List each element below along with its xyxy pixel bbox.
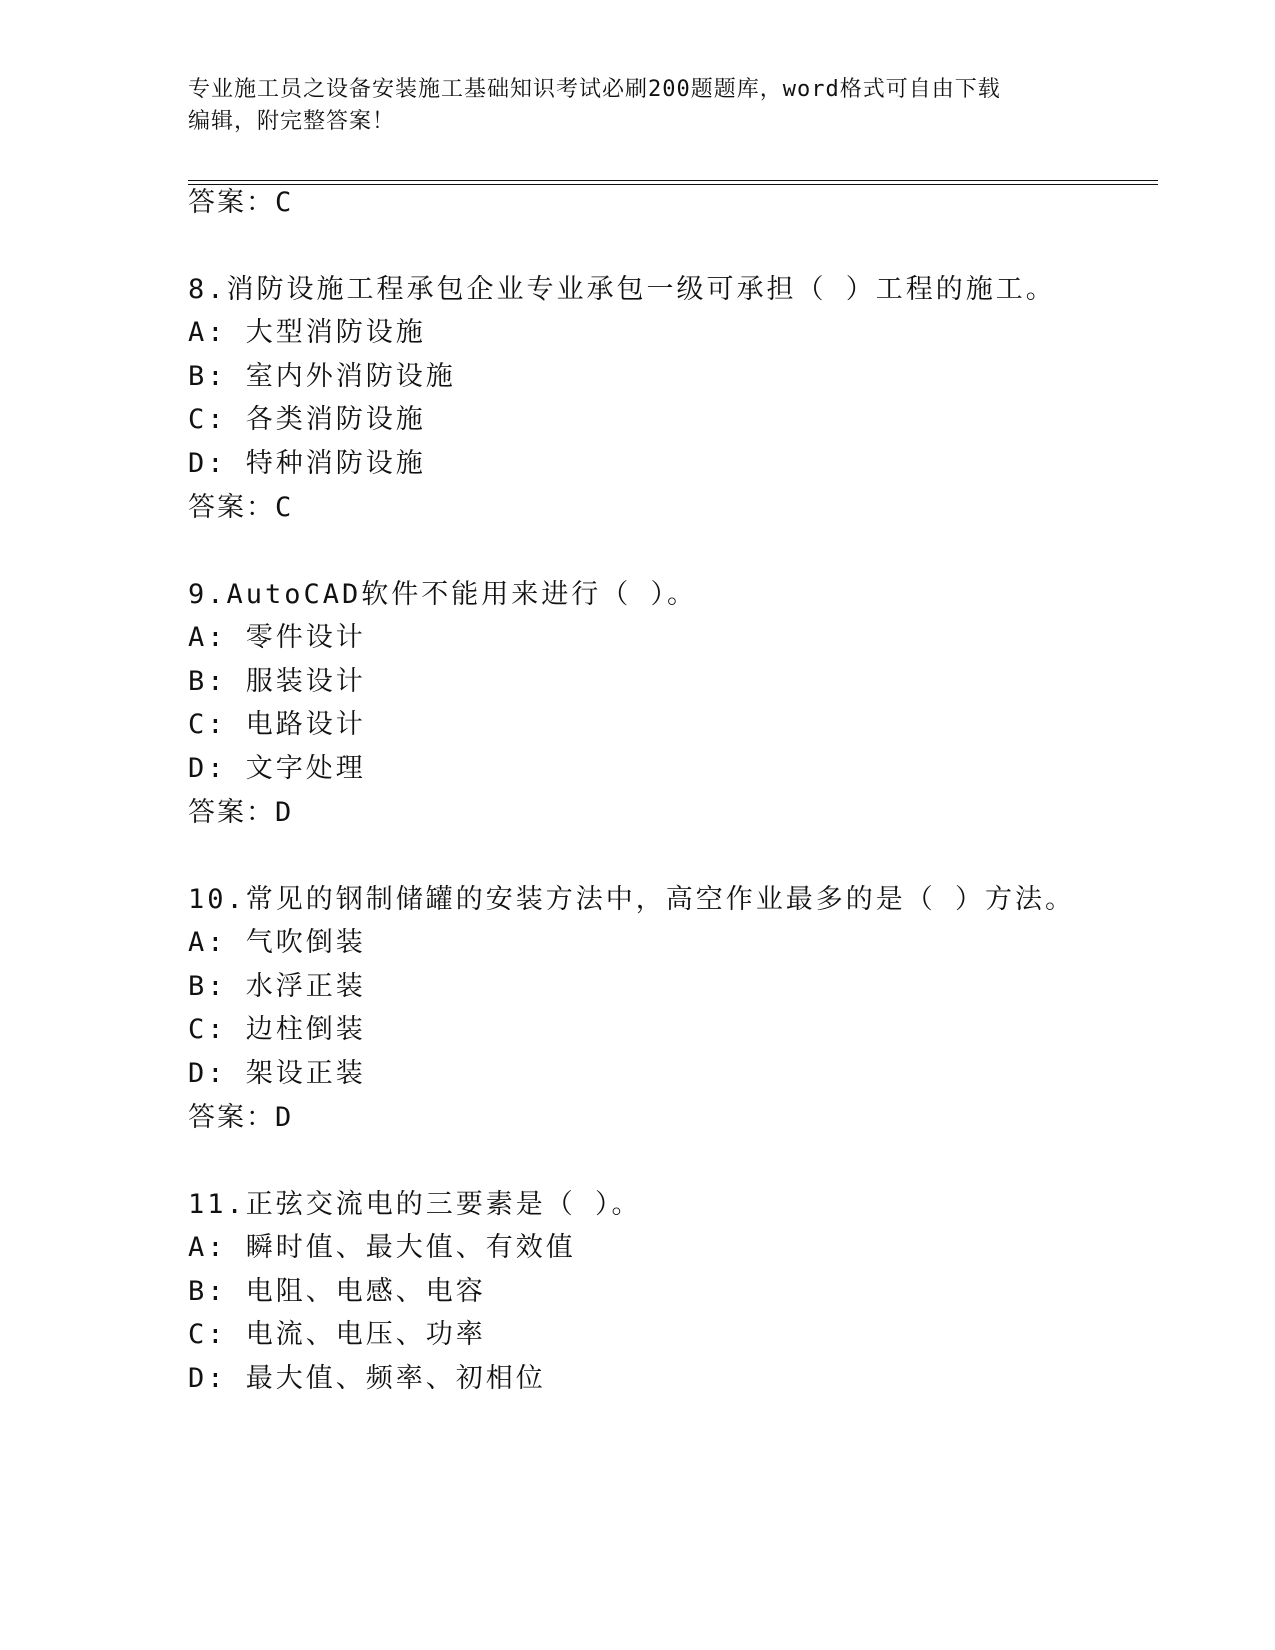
answer-line: 答案：C [188, 492, 294, 523]
header-line-2: 编辑，附完整答案！ [188, 109, 396, 134]
option-b: B: 电阻、电感、电容 [188, 1276, 486, 1307]
option-d: D: 特种消防设施 [188, 448, 426, 479]
answer-line: 答案：D [188, 1102, 294, 1133]
option-c: C: 各类消防设施 [188, 404, 426, 435]
option-b: B: 服装设计 [188, 666, 366, 697]
option-c: C: 电路设计 [188, 709, 366, 740]
option-d: D: 架设正装 [188, 1058, 366, 1089]
question-stem: 10.常见的钢制储罐的安装方法中，高空作业最多的是（ ）方法。 [188, 884, 1076, 915]
header-line-1: 专业施工员之设备安装施工基础知识考试必刷200题题库，word格式可自由下载 [188, 77, 1001, 102]
question-stem: 8.消防设施工程承包企业专业承包一级可承担（ ）工程的施工。 [188, 274, 1056, 305]
answer-line: 答案：D [188, 797, 294, 828]
option-b: B: 室内外消防设施 [188, 361, 456, 392]
option-a: A: 零件设计 [188, 622, 366, 653]
document-header [188, 74, 1088, 138]
option-a: A: 大型消防设施 [188, 317, 426, 348]
option-d: D: 文字处理 [188, 753, 366, 784]
option-c: C: 边柱倒装 [188, 1014, 366, 1045]
option-a: A: 气吹倒装 [188, 927, 366, 958]
option-b: B: 水浮正装 [188, 971, 366, 1002]
option-a: A: 瞬时值、最大值、有效值 [188, 1232, 576, 1263]
header-divider-bottom [188, 184, 1158, 185]
option-d: D: 最大值、频率、初相位 [188, 1363, 546, 1394]
header-divider-top [188, 180, 1158, 181]
option-c: C: 电流、电压、功率 [188, 1319, 486, 1350]
question-stem: 9.AutoCAD软件不能用来进行（ ）。 [188, 579, 698, 610]
question-stem: 11.正弦交流电的三要素是（ ）。 [188, 1189, 642, 1220]
previous-answer: 答案：C [188, 187, 294, 218]
